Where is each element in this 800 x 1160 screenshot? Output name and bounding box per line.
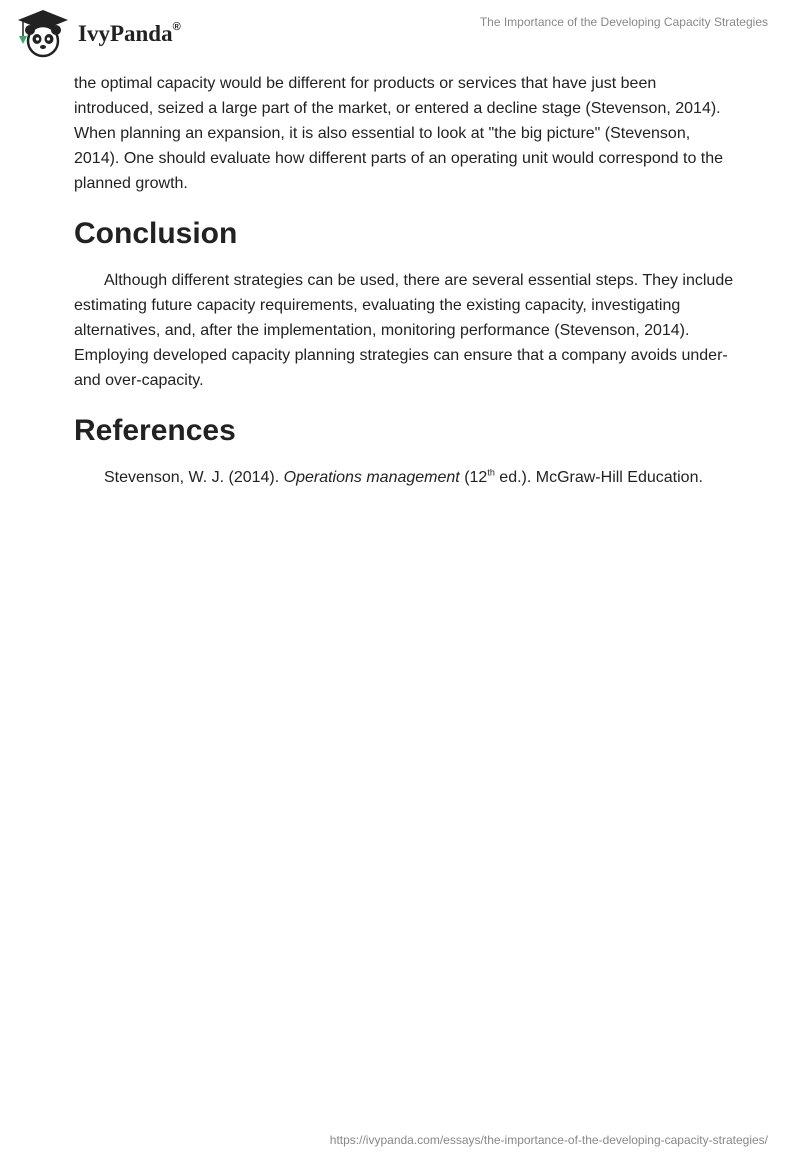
source-url-link[interactable]: https://ivypanda.com/essays/the-importance-of-the-developing-capacity-strategies/ [329, 1133, 768, 1147]
intro-paragraph: the optimal capacity would be different for products or services that have just been introduced, seized a large part of the market, or entered a decline stage (Stevenson, 2014). When planning an expansion, it is also essential to look at "the big picture" (Stevenson, 2014). One should evaluate how different parts of an operating unit would correspond to the planned growth. [74, 75, 724, 192]
conclusion-paragraph: Although different strategies can be used, there are several essential steps. They include estimating future capacity requirements, evaluating the existing capacity, investigating alternatives, and, after the implementation, monitoring performance (Stevenson, 2014). Employing developed capacity planning strategies can ensure that a company avoids under- and over-capacity. [74, 272, 734, 389]
conclusion-heading: Conclusion [74, 217, 238, 250]
panda-logo-icon [14, 8, 72, 58]
document-body [74, 71, 734, 490]
reference-entry: Stevenson, W. J. (2014). Operations management (12th ed.). McGraw-Hill Education. [104, 467, 703, 486]
ivypanda-logo[interactable] [14, 8, 181, 58]
document-title: The Importance of the Developing Capacity Strategies [479, 15, 768, 29]
reference-title: Operations management [283, 469, 460, 486]
references-heading: References [74, 414, 236, 447]
brand-name: IvyPanda® [78, 21, 181, 46]
page-header [0, 0, 800, 70]
